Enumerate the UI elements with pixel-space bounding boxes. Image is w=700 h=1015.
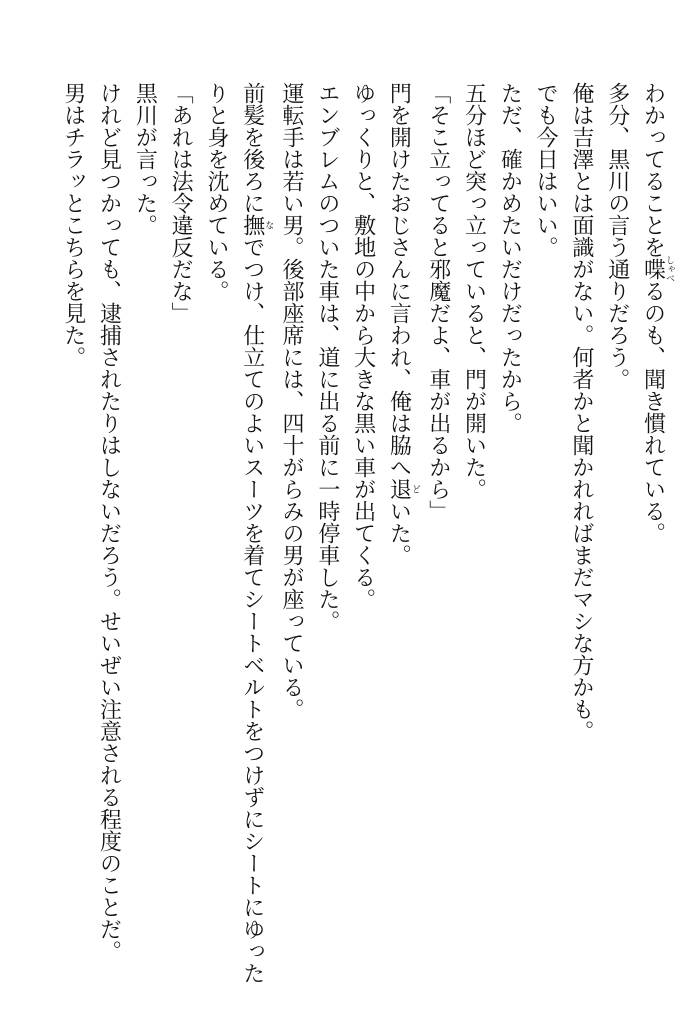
text-line: エンブレムのついた車は、道に出る前に一時停車した。 bbox=[314, 82, 340, 632]
text-line: 前髪を後ろに撫なでつけ、仕立てのよいスーツを着てシートベルトをつけずにシートにゆった bbox=[239, 82, 274, 984]
furigana: 退ど bbox=[386, 478, 420, 500]
text-line: 多分、黒川の言う通りだろう。 bbox=[604, 82, 630, 390]
vertical-text-body bbox=[55, 82, 674, 982]
text-line: りと身を沈めている。 bbox=[203, 82, 229, 302]
dialogue-line: 「そこ立ってると邪魔だよ、車が出るから」 bbox=[425, 82, 451, 522]
text-line: 門を開けたおじさんに言われ、俺は脇へ退どいた。 bbox=[386, 82, 420, 566]
text-line: 俺は吉澤とは面識がない。何者かと聞かれればまだマシな方かも。 bbox=[568, 82, 594, 742]
text-line: ただ、確かめたいだけだったから。 bbox=[497, 82, 523, 434]
text-line: 五分ほど突っ立っていると、門が開いた。 bbox=[461, 82, 487, 500]
dialogue-line: 「あれは法令違反だな」 bbox=[168, 82, 194, 324]
text-line: 黒川が言った。 bbox=[132, 82, 158, 236]
text-line: ゆっくりと、敷地の中から大きな黒い車が出てくる。 bbox=[350, 82, 376, 610]
text-line: けれど見つかっても、逮捕されたりはしないだろう。せいぜい注意される程度のことだ。 bbox=[96, 82, 122, 962]
text-line: 運転手は若い男。後部座席には、四十がらみの男が座っている。 bbox=[279, 82, 305, 720]
furigana: 撫な bbox=[239, 214, 274, 236]
text-line: でも今日はいい。 bbox=[533, 82, 559, 258]
furigana: 喋しゃべ bbox=[640, 255, 674, 283]
text-line: 男はチラッとこちらを見た。 bbox=[60, 82, 86, 368]
text-line: わかってることを喋しゃべるのも、聞き慣れている。 bbox=[640, 82, 674, 544]
